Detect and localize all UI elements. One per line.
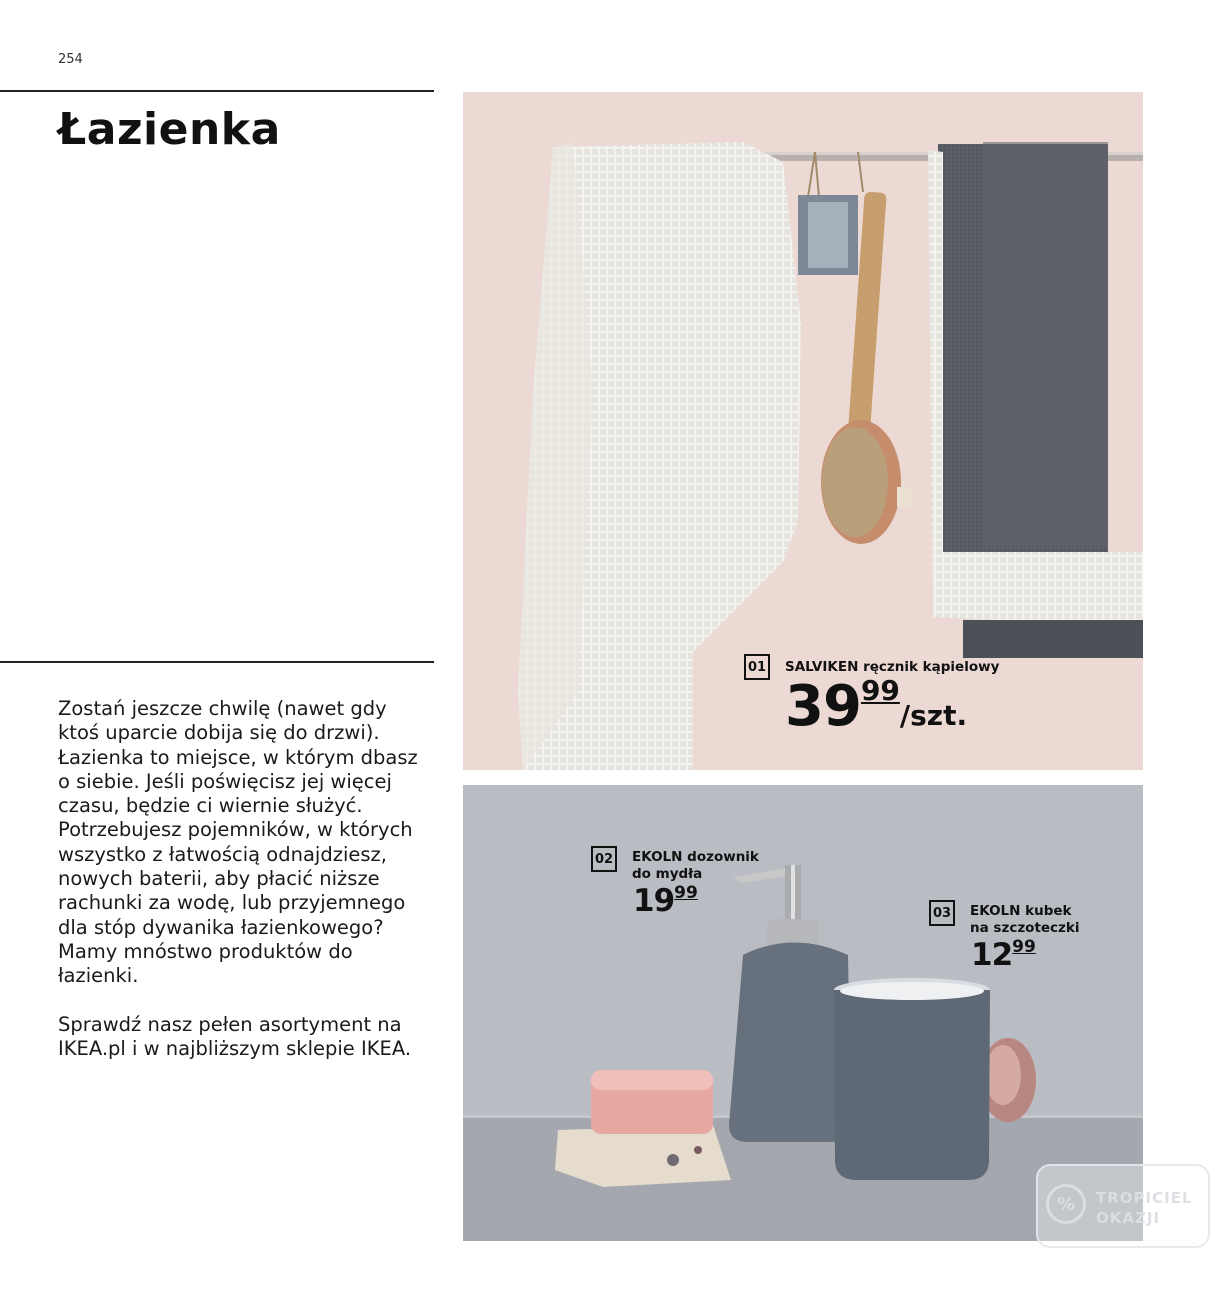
price-decimals: 99: [860, 674, 900, 707]
product-name-line: EKOLN kubek: [970, 903, 1072, 919]
towel-photo: [463, 92, 1143, 770]
watermark-line: OKAZJI: [1096, 1209, 1161, 1227]
product-number-badge: 02: [591, 846, 617, 872]
percent-icon: %: [1046, 1184, 1086, 1224]
product-name-line: EKOLN dozownik: [632, 849, 759, 865]
page-number: 254: [58, 52, 83, 67]
intro-text: [58, 697, 428, 1085]
price-integer: 39: [785, 674, 861, 739]
product-number-badge: 01: [744, 654, 770, 680]
product-name-line: do mydła: [632, 866, 703, 882]
product-name: [632, 849, 759, 883]
watermark-logo: [1036, 1164, 1210, 1248]
middle-divider: [0, 661, 434, 663]
intro-paragraph: Zostań jeszcze chwilę (nawet gdy ktoś uparcie dobija się do drzwi). Łazienka to miejsce, w którym dbasz o siebie. Jeśli poświęcisz jej więcej czasu, będzie ci wiernie służyć. Potrzebujesz pojemników, w których wszystko z łatwością odnajdziesz, nowych baterii, aby płacić niższe rachunki za wodę, lub przyjemnego dla stóp dywanika łazienkowego? Mamy mnóstwo produktów do łazienki.: [58, 697, 418, 988]
watermark-text: [1096, 1188, 1193, 1228]
product-name-line: na szczoteczki: [970, 920, 1080, 936]
section-title: Łazienka: [58, 104, 281, 155]
price-unit: /szt.: [899, 699, 968, 732]
price-decimals: 99: [1012, 937, 1036, 957]
product-name: [970, 903, 1080, 937]
product-price: [633, 883, 698, 919]
product-price: [785, 674, 967, 739]
product-name: SALVIKEN ręcznik kąpielowy: [785, 659, 1000, 675]
price-integer: 12: [971, 937, 1013, 973]
store-info-paragraph: Sprawdź nasz pełen asortyment na IKEA.pl i w najbliższym sklepie IKEA.: [58, 1012, 412, 1060]
product-number-badge: 03: [929, 900, 955, 926]
price-decimals: 99: [674, 883, 698, 903]
price-integer: 19: [633, 883, 675, 919]
product-price: [971, 937, 1036, 973]
top-divider: [0, 90, 434, 92]
watermark-line: TROPICIEL: [1096, 1189, 1193, 1207]
